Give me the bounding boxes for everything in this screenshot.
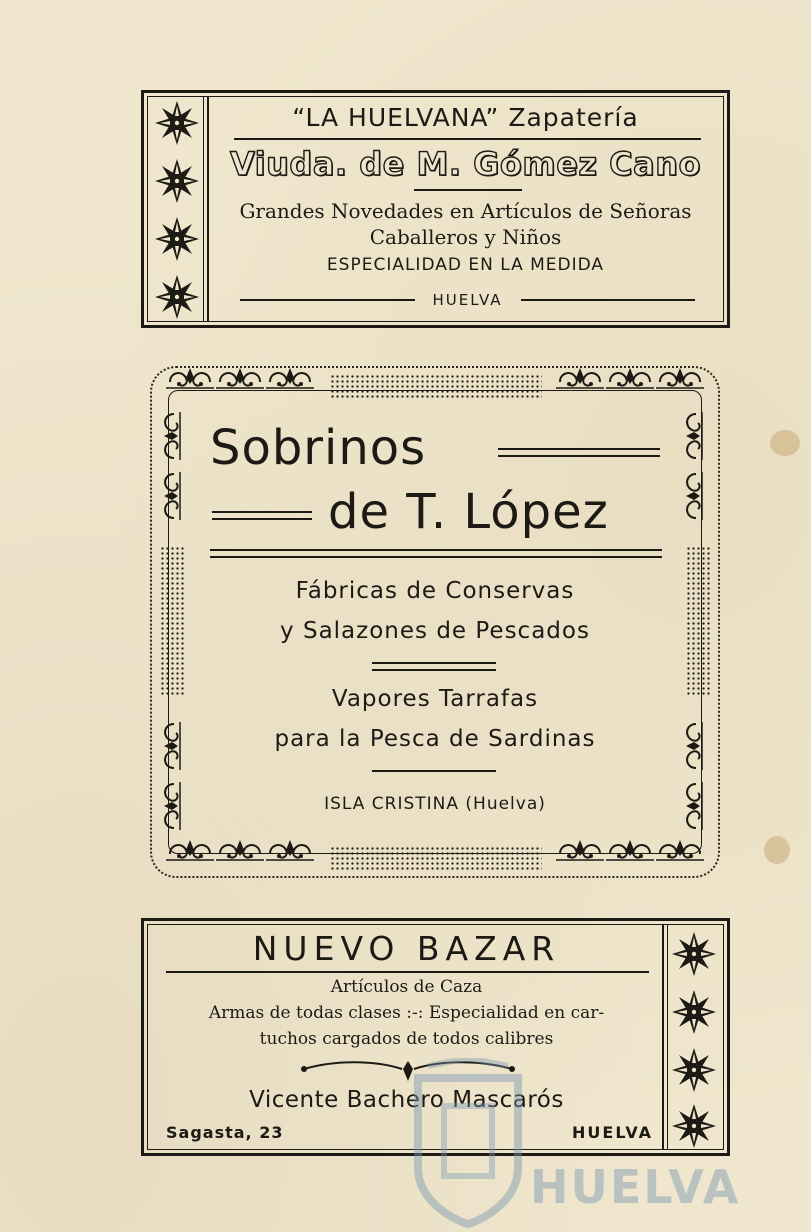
- divider: [372, 770, 496, 772]
- scroll-ornament-icon: [606, 840, 654, 860]
- flower-ornament-icon: [155, 159, 199, 203]
- swash-ornament-icon: [298, 1057, 518, 1085]
- scroll-ornament-icon: [606, 368, 654, 388]
- description-line: tuchos cargados de todos calibres: [259, 1029, 554, 1049]
- flower-ornament-icon: [155, 217, 199, 261]
- scroll-ornament-icon: [216, 840, 264, 860]
- scroll-ornament-icon: [164, 472, 180, 520]
- description-line: Fábricas de Conservas: [295, 578, 575, 604]
- double-rule: [498, 448, 660, 457]
- city-footer: [240, 291, 695, 309]
- divider: [234, 138, 701, 140]
- flower-ornament-icon: [672, 932, 716, 976]
- description-line: Armas de todas clases :-: Especialidad en car-: [208, 1003, 605, 1023]
- flower-ornament-icon: [155, 101, 199, 145]
- description-line: Caballeros y Niños: [369, 225, 562, 249]
- city-name: HUELVA: [432, 291, 503, 309]
- ad-sobrinos-lopez: [140, 356, 730, 888]
- scroll-ornament-icon: [166, 368, 214, 388]
- flower-ornament-strip: [147, 96, 209, 322]
- description-line: Artículos de Caza: [330, 977, 483, 997]
- description-line: Grandes Novedades en Artículos de Señoras: [239, 199, 692, 223]
- divider: [414, 189, 522, 191]
- double-rule: [372, 662, 496, 671]
- ad-nuevo-bazar: [141, 918, 730, 1156]
- location-line: ISLA CRISTINA (Huelva): [324, 794, 546, 814]
- shop-heading: “LA HUELVANA” Zapatería: [292, 103, 639, 132]
- scroll-ornament-icon: [164, 412, 180, 460]
- flower-ornament-icon: [672, 1048, 716, 1092]
- specialty-line: ESPECIALIDAD EN LA MEDIDA: [326, 255, 605, 275]
- company-name-line2: de T. López: [328, 484, 609, 540]
- description-line: y Salazones de Pescados: [280, 618, 590, 644]
- shop-heading: NUEVO BAZAR: [252, 929, 561, 968]
- scroll-ornament-icon: [266, 840, 314, 860]
- paper-stain: [764, 836, 790, 864]
- flower-ornament-strip: [662, 924, 724, 1150]
- description-line: para la Pesca de Sardinas: [274, 726, 596, 752]
- scroll-ornament-icon: [556, 368, 604, 388]
- scroll-ornament-icon: [656, 368, 704, 388]
- owner-name: Viuda. de M. Gómez Cano: [229, 145, 702, 183]
- description-line: Vapores Tarrafas: [331, 686, 539, 712]
- paper-stain: [770, 430, 800, 456]
- scroll-ornament-icon: [656, 840, 704, 860]
- street-address: Sagasta, 23: [166, 1123, 284, 1142]
- scroll-ornament-icon: [556, 840, 604, 860]
- double-rule: [210, 549, 662, 558]
- scroll-ornament-icon: [266, 368, 314, 388]
- double-rule: [212, 511, 312, 520]
- scroll-ornament-icon: [686, 412, 702, 460]
- divider: [521, 299, 696, 301]
- flower-ornament-icon: [672, 990, 716, 1034]
- ad-la-huelvana: [141, 90, 730, 328]
- scroll-ornament-icon: [686, 472, 702, 520]
- watermark-text: HUELVA: [530, 1160, 741, 1214]
- divider: [240, 299, 415, 301]
- flower-ornament-icon: [672, 1104, 716, 1148]
- divider: [166, 971, 649, 973]
- company-name-line1: Sobrinos: [210, 420, 427, 476]
- city-name: HUELVA: [572, 1123, 653, 1142]
- owner-name: Vicente Bachero Mascarós: [249, 1087, 564, 1113]
- scroll-ornament-icon: [166, 840, 214, 860]
- flower-ornament-icon: [155, 275, 199, 319]
- scroll-ornament-icon: [216, 368, 264, 388]
